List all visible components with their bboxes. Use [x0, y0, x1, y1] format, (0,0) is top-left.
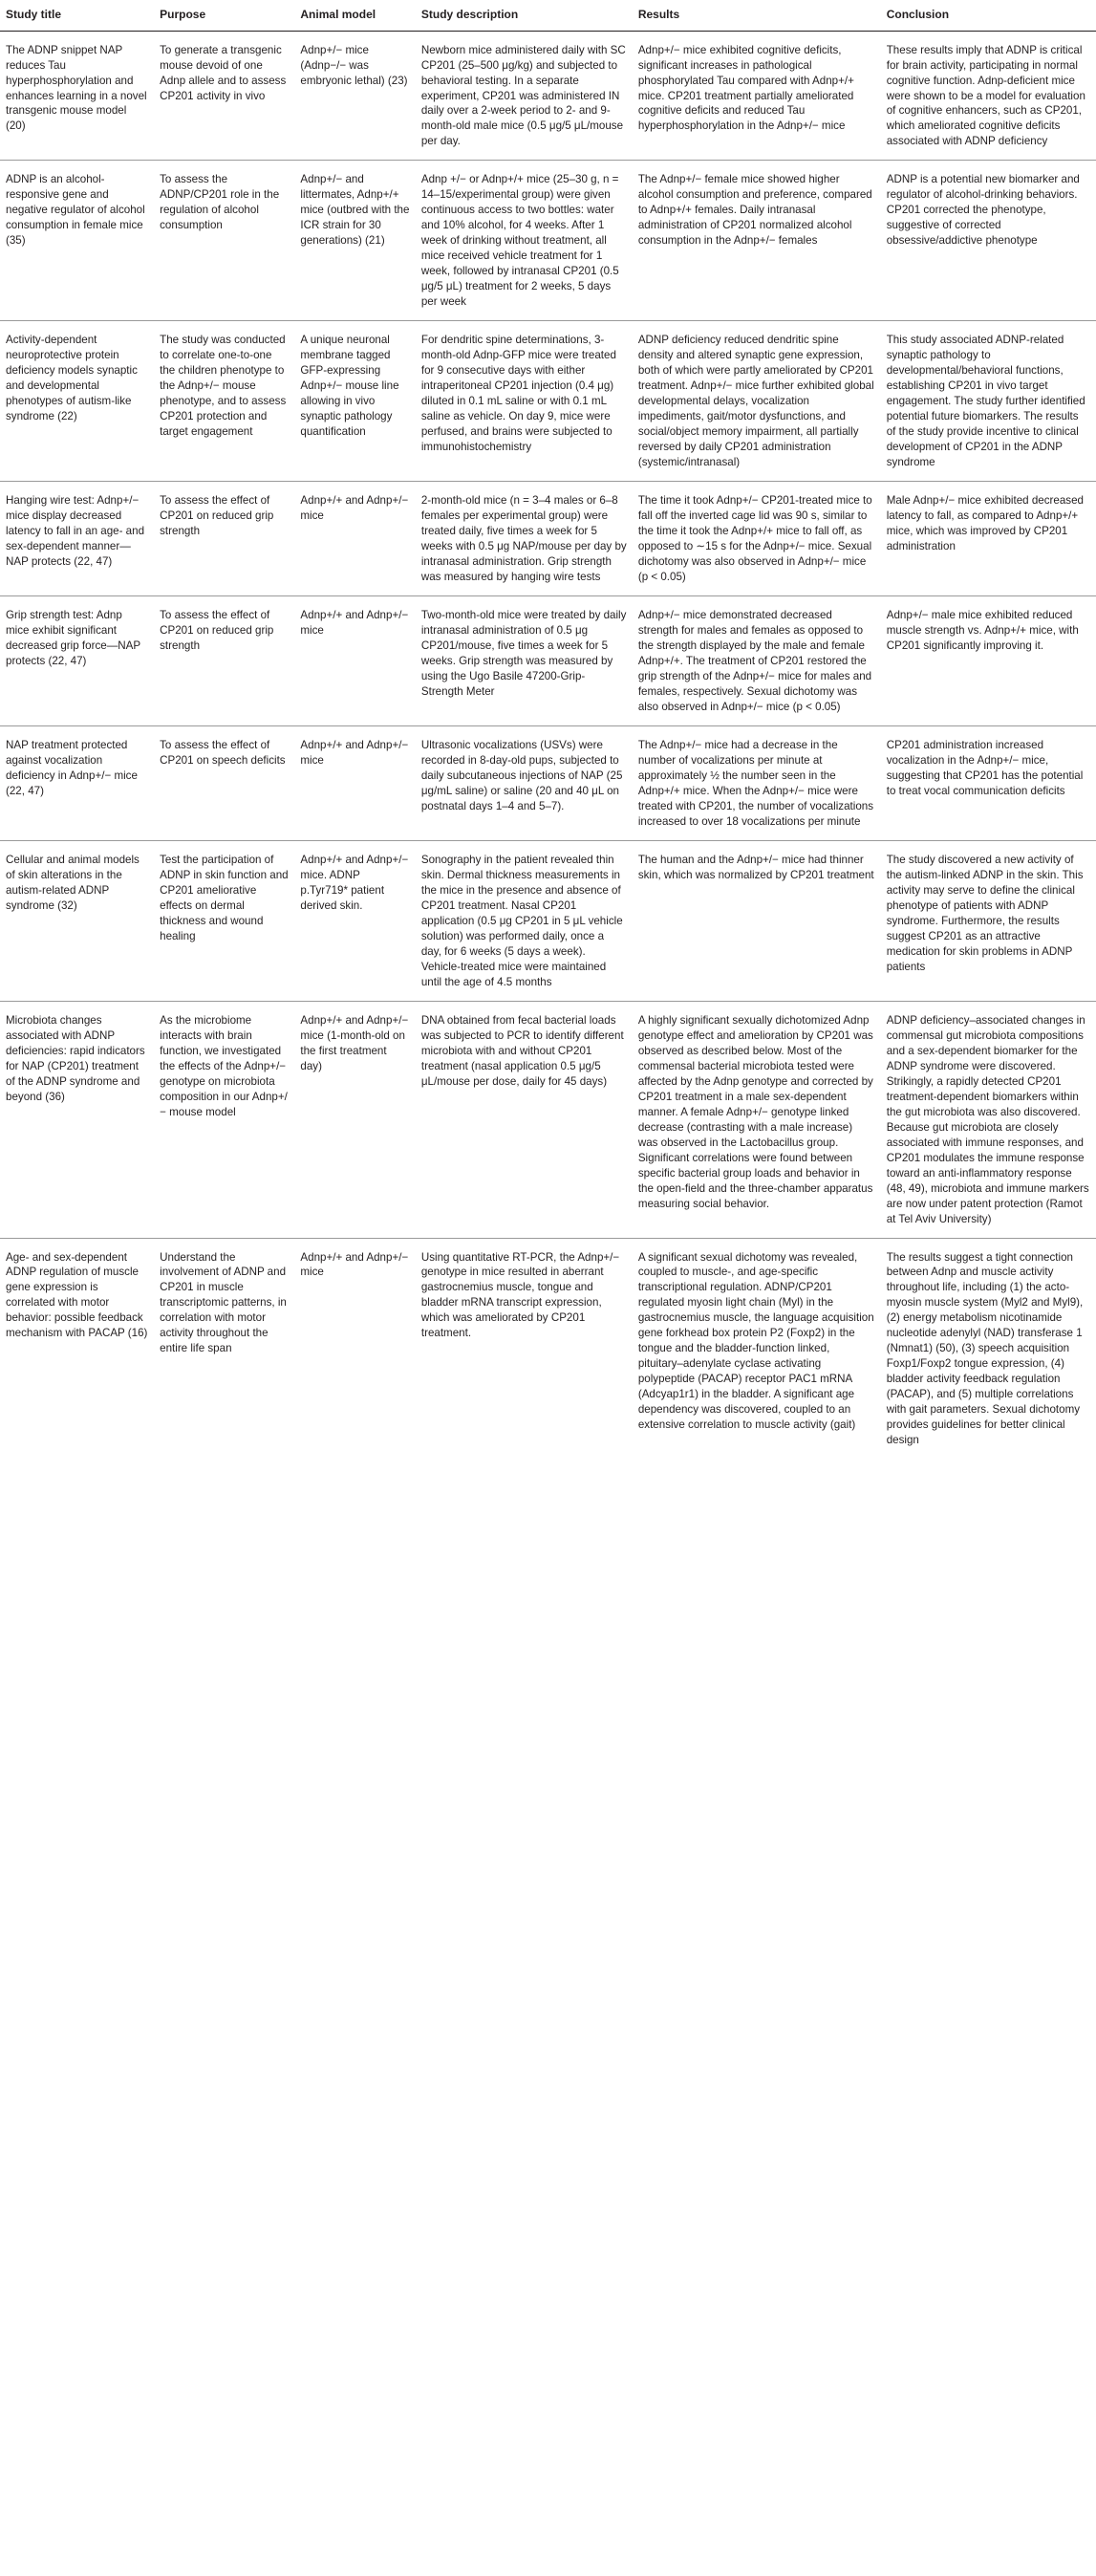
table-row — [0, 321, 1096, 482]
cell-conclusion: ADNP is a potential new biomarker and regulator of alcohol-drinking behaviors. CP201 corrected the phenotype, suggestive of corrected obsessive/addictive phenotype — [881, 161, 1096, 321]
cell-conclusion: The results suggest a tight connection between Adnp and muscle activity throughout life, including (1) the acto-myosin muscle system (Myl2 and Myl9), (2) energy metabolism nicotinamide nucleotide adenylyl (NAD) transferase 1 (Nmnat1) (50), (3) speech acquisition Foxp1/Foxp2 tongue expression, (4) bladder activity feedback regulation (PACAP), and (5) multiple correlations with gait parameters. Sexual dichotomy provides guidelines for better clinical design — [886, 1250, 1084, 1447]
cell-conclusion: This study associated ADNP-related synaptic pathology to developmental/behavioral functions, establishing CP201 in vivo target engagement. The study further identified potential future biomarkers. The results of the study provide incentive to clinical development of CP201 in the ADNP syndrome — [881, 321, 1096, 482]
cell-conclusion: Adnp+/− male mice exhibited reduced muscle strength vs. Adnp+/+ mice, with CP201 significantly improving it. — [881, 596, 1096, 726]
cell-study-title: The ADNP snippet NAP reduces Tau hyperphosphorylation and enhances learning in a novel transgenic mouse model (20) — [0, 31, 154, 161]
cell-animal-model: A unique neuronal membrane tagged GFP-expressing Adnp+/− mouse line allowing in vivo synaptic pathology quantification — [294, 321, 415, 482]
cell-purpose: To assess the effect of CP201 on speech deficits — [154, 725, 294, 840]
table-row — [0, 725, 1096, 840]
header-study-title: Study title — [0, 0, 154, 31]
cell-study-description: DNA obtained from fecal bacterial loads was subjected to PCR to identify different microbiota with and without CP201 treatment (nasal application 0.5 μg/5 μL/mouse per dose, daily for 45 days) — [416, 1001, 633, 1238]
table-row — [0, 1238, 1096, 1459]
cell-study-description: Ultrasonic vocalizations (USVs) were recorded in 8-day-old pups, subjected to daily subcutaneous injections of NAP (25 μg/mL saline) or saline (20 and 40 μL on postnatal days 1–4 and 5–7). — [416, 725, 633, 840]
cell-conclusion: ADNP deficiency–associated changes in commensal gut microbiota compositions and a sex-dependent biomarker for the ADNP syndrome were discovered. Strikingly, a rapidly detected CP201 treatment-dependent biomarkers within the gut microbiota was also discovered. Because gut microbiota are closely associated with immune responses, and CP201 modulates the immune response toward an anti-inflammatory response (48, 49), microbiota and immune markers are now under patent protection (Ramot at Tel Aviv University) — [881, 1001, 1096, 1238]
header-conclusion: Conclusion — [881, 0, 1096, 31]
cell-purpose: Understand the involvement of ADNP and CP201 in muscle transcriptomic patterns, in correlation with motor activity throughout the entire life span — [160, 1250, 287, 1355]
cell-animal-model: Adnp+/− mice (Adnp−/− was embryonic lethal) (23) — [294, 31, 415, 161]
cell-animal-model: Adnp+/+ and Adnp+/− mice. ADNP p.Tyr719* patient derived skin. — [294, 840, 415, 1001]
cell-results: The Adnp+/− mice had a decrease in the number of vocalizations per minute at approximately ½ the number seen in the Adnp+/+ mice. When the Adnp+/− mice were treated with CP201, the number of vocalizations increased to over 18 vocalizations per minute — [633, 725, 881, 840]
cell-study-description: Adnp +/− or Adnp+/+ mice (25–30 g, n = 14–15/experimental group) were given continuous access to two bottles: water and 10% alcohol, for 4 weeks. After 1 week of drinking without treatment, all mice received vehicle treatment for 1 week, followed by intranasal CP201 (0.5 μg/5 μL) treatment for 2 weeks, 5 days per week — [416, 161, 633, 321]
cell-purpose: To assess the effect of CP201 on reduced grip strength — [154, 596, 294, 726]
cell-purpose: Test the participation of ADNP in skin function and CP201 ameliorative effects on dermal thickness and wound healing — [154, 840, 294, 1001]
cell-study-description: Using quantitative RT-PCR, the Adnp+/− genotype in mice resulted in aberrant gastrocnemius muscle, tongue and bladder mRNA transcript expression, which was ameliorated by CP201 treatment. — [420, 1250, 620, 1340]
header-row — [0, 0, 1096, 31]
cell-study-title: Cellular and animal models of skin alterations in the autism-related ADNP syndrome (32) — [0, 840, 154, 1001]
cell-study-title: Grip strength test: Adnp mice exhibit significant decreased grip force—NAP protects (22, 47) — [0, 596, 154, 726]
cell-purpose: To generate a transgenic mouse devoid of one Adnp allele and to assess CP201 activity in vivo — [154, 31, 294, 161]
table-row — [0, 31, 1096, 161]
cell-study-title: NAP treatment protected against vocalization deficiency in Adnp+/− mice (22, 47) — [0, 725, 154, 840]
cell-animal-model: Adnp+/+ and Adnp+/− mice — [300, 1250, 409, 1279]
cell-study-description: Sonography in the patient revealed thin skin. Dermal thickness measurements in the mice in the presence and absence of CP201 treatment. Nasal CP201 application (0.5 μg CP201 in 5 μL vehicle solution) was performed daily, once a day, for 6 weeks (5 days a week). Vehicle-treated mice were maintained until the age of 4.5 months — [416, 840, 633, 1001]
table-row — [0, 161, 1096, 321]
cell-study-title: Hanging wire test: Adnp+/− mice display decreased latency to fall in an age- and sex-dependent manner—NAP protects (22, 47) — [0, 482, 154, 596]
cell-results: The human and the Adnp+/− mice had thinner skin, which was normalized by CP201 treatment — [633, 840, 881, 1001]
cell-study-description: 2-month-old mice (n = 3–4 males or 6–8 females per experimental group) were treated daily, five times a week for 5 weeks with 0.5 μg NAP/mouse per day by intranasal administration. Grip strength was measured by hanging wire tests — [416, 482, 633, 596]
cell-study-description: Two-month-old mice were treated by daily intranasal administration of 0.5 μg CP201/mouse, five times a week for 5 weeks. Grip strength was measured by using the Ugo Basile 47200-Grip-Strength Meter — [416, 596, 633, 726]
table-row — [0, 1001, 1096, 1238]
table-row — [0, 596, 1096, 726]
cell-study-title: Age- and sex-dependent ADNP regulation of muscle gene expression is correlated with motor behavior: possible feedback mechanism with PACAP (16) — [6, 1250, 148, 1340]
header-results: Results — [633, 0, 881, 31]
cell-conclusion: The study discovered a new activity of the autism-linked ADNP in the skin. This activity may serve to define the clinical phenotype of patients with ADNP syndrome. Furthermore, the results suggest CP201 as an attractive medication for skin problems in ADNP patients — [881, 840, 1096, 1001]
cell-purpose: To assess the effect of CP201 on reduced grip strength — [154, 482, 294, 596]
cell-results: The time it took Adnp+/− CP201-treated mice to fall off the inverted cage lid was 90 s, similar to the time it took the Adnp+/+ mice to fall off, as opposed to ∼15 s for the Adnp+/− mice. Sexual dichotomy was also observed in Adnp+/− mice (p < 0.05) — [633, 482, 881, 596]
cell-study-description: For dendritic spine determinations, 3-month-old Adnp-GFP mice were treated for 9 consecutive days with either intraperitoneal CP201 injection (0.4 μg) diluted in 0.1 mL saline or with 0.1 mL saline as vehicle. On day 9, mice were perfused, and brains were subjected to immunohistochemistry — [416, 321, 633, 482]
cell-conclusion: Male Adnp+/− mice exhibited decreased latency to fall, as compared to Adnp+/+ mice, which was improved by CP201 administration — [881, 482, 1096, 596]
cell-animal-model: Adnp+/+ and Adnp+/− mice — [294, 482, 415, 596]
cell-animal-model: Adnp+/+ and Adnp+/− mice — [294, 596, 415, 726]
cell-animal-model: Adnp+/+ and Adnp+/− mice (1-month-old on the first treatment day) — [294, 1001, 415, 1238]
cell-results: Adnp+/− mice demonstrated decreased strength for males and females as opposed to the strength displayed by the male and female Adnp+/+. The treatment of CP201 restored the grip strength of the Adnp+/− mice for males and females, respectively. Sexual dichotomy was also observed in Adnp+/− mice (p < 0.05) — [633, 596, 881, 726]
cell-study-title: ADNP is an alcohol-responsive gene and negative regulator of alcohol consumption in female mice (35) — [0, 161, 154, 321]
cell-conclusion: These results imply that ADNP is critical for brain activity, participating in normal cognitive function. Adnp-deficient mice were shown to be a model for evaluation of cognitive enhancers, such as CP201, which ameliorated cognitive deficits associated with ADNP deficiency — [881, 31, 1096, 161]
cell-results: A significant sexual dichotomy was revealed, coupled to muscle-, and age-specific transcriptional regulation. ADNP/CP201 regulated myosin light chain (Myl) in the gastrocnemius muscle, the language acquisition gene forkhead box protein P2 (Foxp2) in the tongue and the bladder-function linked, pituitary–adenylate cyclase activating polypeptide (PACAP) receptor PAC1 mRNA (Adcyap1r1) in the bladder. A significant age dependency was discovered, coupled to an extensive correlation to muscle activity (gait) — [637, 1250, 874, 1432]
cell-animal-model: Adnp+/+ and Adnp+/− mice — [294, 725, 415, 840]
table-row — [0, 840, 1096, 1001]
header-animal-model: Animal model — [294, 0, 415, 31]
header-study-description: Study description — [416, 0, 633, 31]
cell-study-title: Microbiota changes associated with ADNP deficiencies: rapid indicators for NAP (CP201) treatment of the ADNP syndrome and beyond (36) — [0, 1001, 154, 1238]
cell-results: ADNP deficiency reduced dendritic spine density and altered synaptic gene expression, both of which were partly ameliorated by CP201 treatment. Adnp+/− mice further exhibited global developmental delays, vocalization impediments, gait/motor dysfunctions, and social/object memory impairment, all partially reversed by daily CP201 administration (systemic/intranasal) — [633, 321, 881, 482]
cell-study-description: Newborn mice administered daily with SC CP201 (25–500 μg/kg) and subjected to behavioral testing. In a separate experiment, CP201 was administered IN daily over a 2-week period to 2- and 9-month-old male mice (0.5 μg/5 μL/mouse per day. — [416, 31, 633, 161]
cell-results: A highly significant sexually dichotomized Adnp genotype effect and amelioration by CP201 was observed as described below. Most of the commensal bacterial microbiota tested were affected by the Adnp genotype and corrected by CP201 treatment in a male sex-dependent manner. A female Adnp+/− genotype linked decrease (contrasting with a male increase) was observed in the Lactobacillus group. Significant correlations were found between specific bacterial group loads and behavior in the open-field and the three-chamber apparatus measuring social behavior. — [633, 1001, 881, 1238]
cell-animal-model: Adnp+/− and littermates, Adnp+/+ mice (outbred with the ICR strain for 30 generations) (21) — [294, 161, 415, 321]
table-row — [0, 482, 1096, 596]
cell-results: The Adnp+/− female mice showed higher alcohol consumption and preference, compared to Adnp+/+ females. Daily intranasal administration of CP201 normalized alcohol consumption in the Adnp+/− females — [633, 161, 881, 321]
cell-purpose: The study was conducted to correlate one-to-one the children phenotype to the Adnp+/− mouse phenotype, and to assess CP201 protection and target engagement — [154, 321, 294, 482]
cell-results: Adnp+/− mice exhibited cognitive deficits, significant increases in pathological phosphorylated Tau compared with Adnp+/+ mice. CP201 treatment partially ameliorated cognitive deficits and reduced Tau hyperphosphorylation in the Adnp+/− mice — [633, 31, 881, 161]
cell-conclusion: CP201 administration increased vocalization in the Adnp+/− mice, suggesting that CP201 has the potential to treat vocal communication deficits — [881, 725, 1096, 840]
cell-purpose: To assess the ADNP/CP201 role in the regulation of alcohol consumption — [154, 161, 294, 321]
cell-study-title: Activity-dependent neuroprotective protein deficiency models synaptic and developmental phenotypes of autism-like syndrome (22) — [0, 321, 154, 482]
cell-purpose: As the microbiome interacts with brain function, we investigated the effects of the Adnp+/− genotype on microbiota composition in our Adnp+/− mouse model — [154, 1001, 294, 1238]
header-purpose: Purpose — [154, 0, 294, 31]
